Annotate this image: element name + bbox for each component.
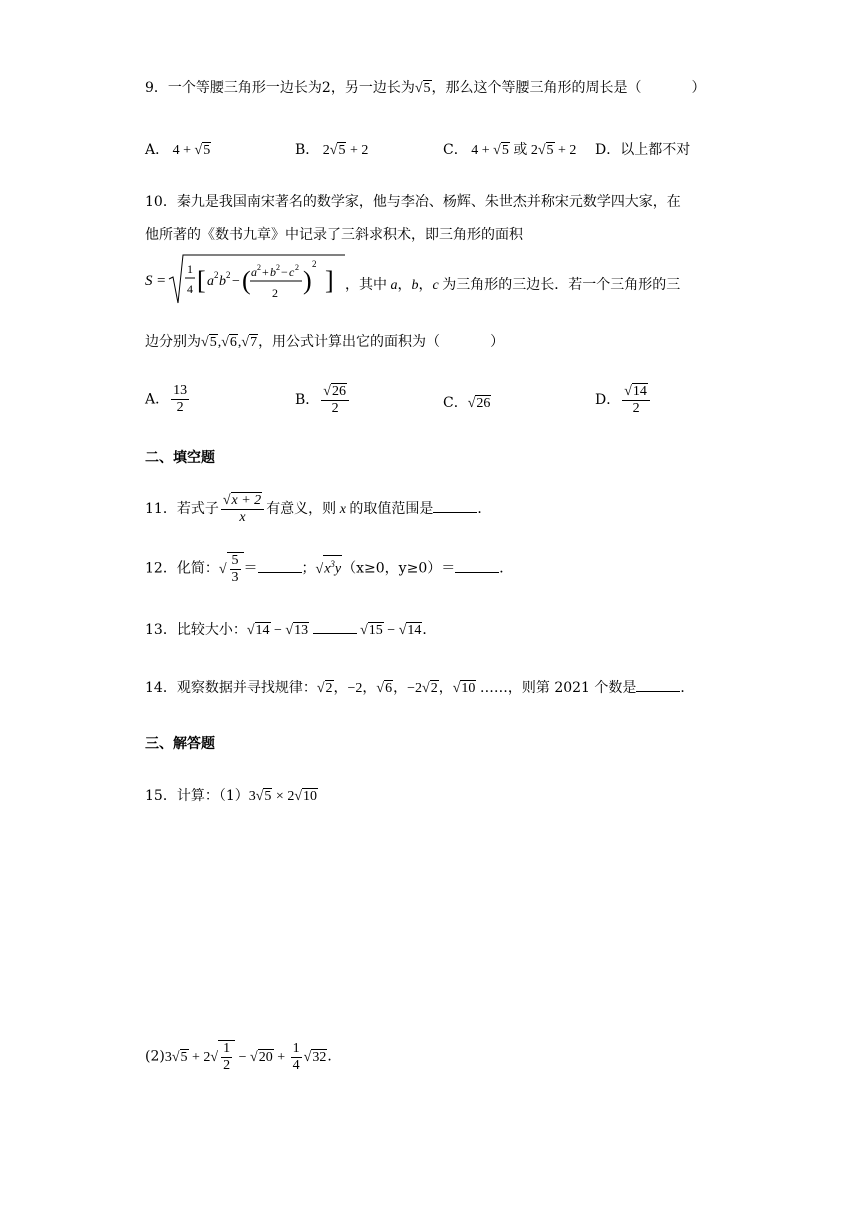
section-fill-in-blank: 二、填空题: [145, 450, 215, 466]
q11-answer-blank[interactable]: [433, 500, 477, 513]
svg-text:2: 2: [257, 263, 261, 272]
sqrt5: √5: [414, 81, 431, 96]
q10-line4: 边分别为√5,√6,√7，用公式计算出它的面积为（ ）: [145, 334, 505, 350]
q10-line2: 他所著的《数书九章》中记录了三斜求积术，即三角形的面积: [145, 227, 523, 243]
q10-option-b[interactable]: B． $\frac{√26}{2}$: [295, 383, 351, 417]
svg-text:1: 1: [187, 262, 193, 276]
q12-answer-blank-2[interactable]: [455, 560, 499, 573]
svg-text:2: 2: [295, 263, 299, 272]
q9-option-d[interactable]: D．以上都不对: [595, 142, 691, 158]
svg-text:2: 2: [312, 259, 317, 269]
svg-text:b: b: [270, 265, 276, 279]
q13: 13．比较大小：√14 − √13 √15 − √14．: [145, 622, 437, 638]
q12: 12．化简：√ $\frac{5}{3}$ ＝ ；$√x^3y(x\ge 0$，y≥0）＝ ．: [145, 553, 514, 585]
q9-option-c[interactable]: C． 4 + √5 或 2√5 + 2: [443, 142, 577, 158]
svg-text:]: ]: [325, 266, 334, 295]
q11: 11．若式子 $\frac{√x + 2}{x}$ 有意义，则 x 的取值范围是 ．: [145, 493, 492, 525]
svg-text:S: S: [145, 273, 153, 289]
q10-option-a[interactable]: A． $\frac{13}{2}$: [145, 383, 188, 415]
svg-text:2: 2: [272, 286, 278, 300]
q13-answer-blank[interactable]: [313, 621, 357, 634]
q15-part1: 15．计算：（1）3√5 × 2√10: [145, 788, 318, 804]
svg-text:−: −: [232, 274, 240, 289]
q9-option-b[interactable]: B． 2√5 + 2: [295, 142, 369, 158]
q14-answer-blank[interactable]: [636, 679, 680, 692]
svg-text:): ): [303, 266, 312, 295]
q10-line1: 10．秦九是我国南宋著名的数学家，他与李冶、杨辉、朱世杰并称宋元数学四大家，在: [145, 194, 681, 210]
q9-option-a[interactable]: A． 4 + √5: [145, 142, 211, 158]
svg-text:+: +: [262, 265, 269, 279]
q10-option-c[interactable]: C．√26: [443, 395, 491, 411]
q9-stem: 9．一个等腰三角形一边长为2，另一边长为√5，那么这个等腰三角形的周长是（ ）: [145, 80, 706, 96]
svg-text:(: (: [242, 266, 251, 295]
q12-answer-blank-1[interactable]: [258, 560, 302, 573]
svg-text:a: a: [207, 274, 214, 289]
svg-text:2: 2: [214, 270, 219, 280]
svg-text:a: a: [251, 265, 257, 279]
svg-text:2: 2: [226, 270, 231, 280]
q10-formula-line: S = 1 4 [ a 2 b 2 − ( a 2 + b 2 − c 2 2 ) 2 ] ，其中 a，b，c 为三角形的三边长．若一个三角形的三: [145, 255, 680, 315]
heron-formula: [145, 251, 345, 311]
section-solution-problems: 三、解答题: [145, 736, 215, 752]
q15-part2: (2)3√5 + 2√ $\frac{1}{2}$ − √20 + $\frac{1}{4}$ √32．: [145, 1041, 342, 1073]
svg-text:2: 2: [276, 263, 280, 272]
svg-text:=: =: [157, 273, 166, 289]
svg-text:−: −: [281, 265, 288, 279]
svg-text:b: b: [219, 274, 226, 289]
svg-text:c: c: [289, 265, 295, 279]
svg-text:[: [: [197, 266, 206, 295]
svg-text:4: 4: [187, 282, 193, 296]
q14: 14．观察数据并寻找规律：√2，−2，√6，−2√2，√10 ……，则第 2021 个数是 ．: [145, 680, 695, 696]
q10-option-d[interactable]: D． $\frac{√14}{2}$: [595, 383, 652, 417]
